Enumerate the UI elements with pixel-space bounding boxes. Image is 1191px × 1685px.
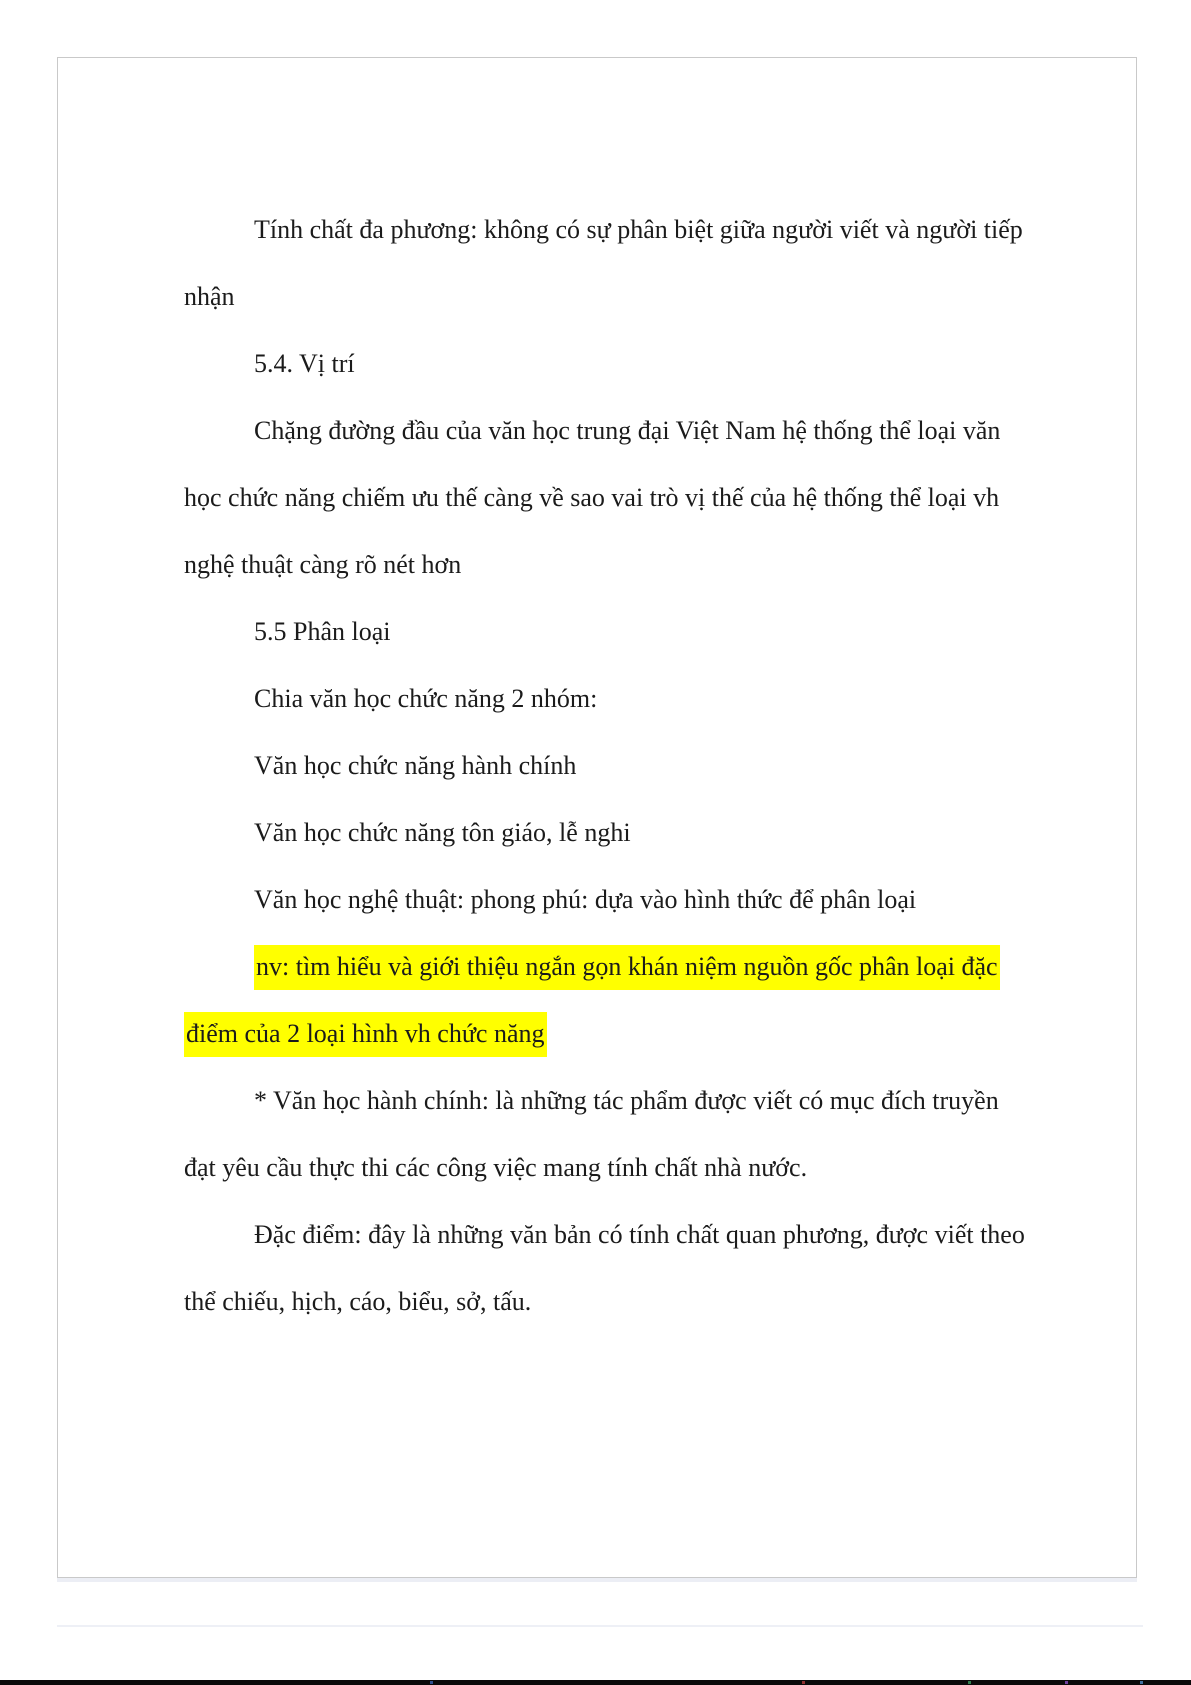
- text-line: học chức năng chiếm ưu thế càng về sao vai trò vị thế của hệ thống thể loại vh: [184, 483, 1000, 512]
- document-page: [57, 57, 1137, 1578]
- text-line: Văn học chức năng hành chính: [254, 751, 577, 780]
- highlighted-text: điểm của 2 loại hình vh chức năng: [184, 1012, 547, 1057]
- taskbar-pixel-speck: [430, 1681, 433, 1684]
- bottom-bar: [0, 1680, 1191, 1685]
- text-line: Chia văn học chức năng 2 nhóm:: [254, 684, 598, 713]
- text-line: 5.5 Phân loại: [254, 617, 391, 646]
- text-line: đạt yêu cầu thực thi các công việc mang tính chất nhà nước.: [184, 1153, 808, 1182]
- text-line: nghệ thuật càng rõ nét hơn: [184, 550, 462, 579]
- taskbar-pixel-speck: [1065, 1681, 1068, 1684]
- text-line: Đặc điểm: đây là những văn bản có tính chất quan phương, được viết theo: [254, 1220, 1025, 1249]
- text-line: [184, 1000, 1016, 1067]
- taskbar-pixel-speck: [1140, 1681, 1143, 1684]
- text-line: 5.4. Vị trí: [254, 349, 355, 378]
- text-line: Văn học nghệ thuật: phong phú: dựa vào hình thức để phân loại: [254, 885, 917, 914]
- text-line: Tính chất đa phương: không có sự phân biệt giữa người viết và người tiếp: [254, 215, 1023, 244]
- page-gap-divider: [57, 1625, 1143, 1627]
- document-text: [184, 196, 1025, 1335]
- text-line: thể chiếu, hịch, cáo, biểu, sở, tấu.: [184, 1287, 532, 1316]
- text-line: Văn học chức năng tôn giáo, lễ nghi: [254, 818, 631, 847]
- text-line: nhận: [184, 282, 235, 311]
- text-line: * Văn học hành chính: là những tác phẩm được viết có mục đích truyền: [254, 1086, 999, 1115]
- taskbar-pixel-speck: [802, 1681, 805, 1684]
- text-line: [184, 933, 1016, 1000]
- highlighted-text: nv: tìm hiểu và giới thiệu ngắn gọn khán niệm nguồn gốc phân loại đặc: [254, 945, 1000, 990]
- text-line: Chặng đường đầu của văn học trung đại Việt Nam hệ thống thể loại văn: [254, 416, 1001, 445]
- taskbar-pixel-speck: [968, 1681, 971, 1684]
